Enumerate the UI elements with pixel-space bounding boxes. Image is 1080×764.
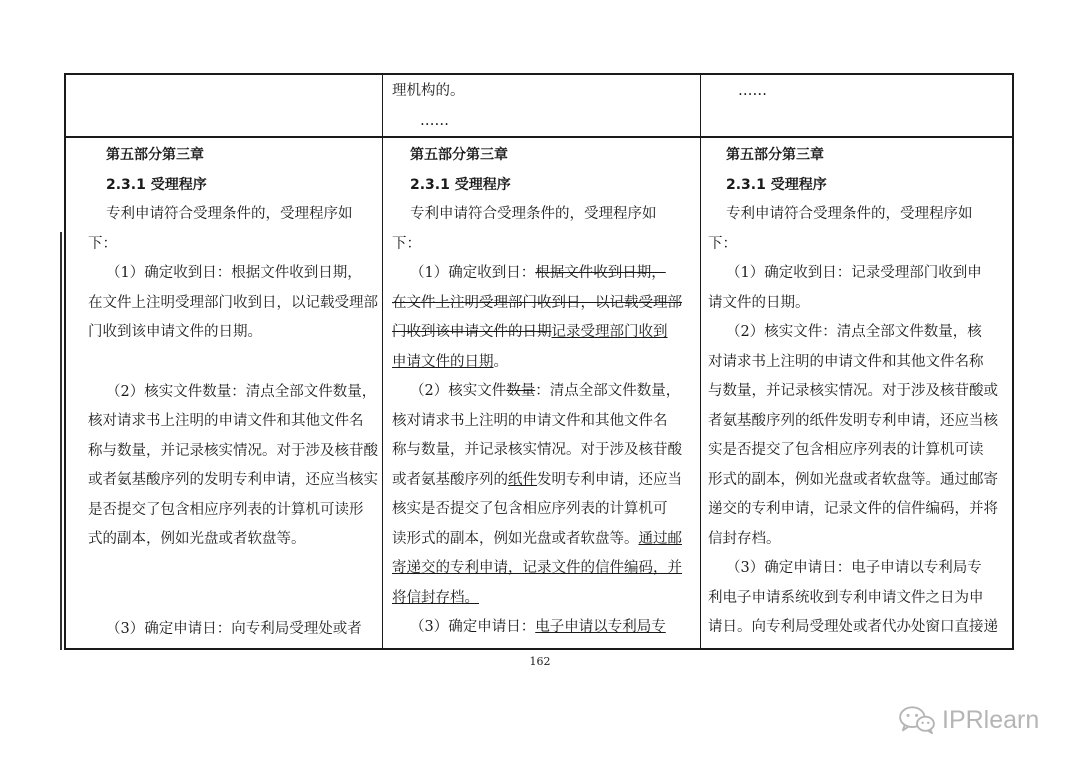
text-line: 信封存档。 <box>708 530 781 547</box>
deleted-text: 根据文件收到日期， <box>535 265 666 281</box>
inserted-text: 将信封存档。 <box>392 589 479 606</box>
text-line: 是否提交了包含相应序列表的计算机可读形 <box>88 501 364 518</box>
chapter-heading: 第五部分第三章 <box>410 147 508 163</box>
text-line: 称与数量，并记录核实情况。对于涉及核苷酸 <box>392 442 682 458</box>
ellipsis: …… <box>420 112 449 129</box>
text-line <box>392 584 696 614</box>
text-line: 式的副本，例如光盘或者软盘等。 <box>88 531 306 547</box>
text-line: 请日。向专利局受理处或者代办处窗口直接递 <box>708 619 998 635</box>
column-divider-1 <box>382 75 383 648</box>
top-cell-col3 <box>738 77 767 107</box>
text-line: （1）确定收到日：根据文件收到日期， <box>106 265 362 281</box>
text-line <box>392 318 696 348</box>
text-line: 或者氨基酸序列的发明专利申请，还应当核实 <box>88 472 378 488</box>
text-line <box>392 525 696 555</box>
section-heading: 2.3.1 受理程序 <box>726 176 827 193</box>
text-line: （3）确定申请日：电子申请以专利局专 <box>726 560 982 576</box>
watermark <box>898 704 1039 736</box>
text-line: 核对请求书上注明的申请文件和其他文件名 <box>392 412 668 429</box>
text-line: （2）核实文件数量：清点全部文件数量， <box>106 383 377 400</box>
comparison-table <box>64 73 1014 650</box>
inserted-text: 通过邮 <box>638 530 682 547</box>
text-line: 对请求书上注明的申请文件和其他文件名称 <box>708 353 984 370</box>
revision-margin-bar <box>60 232 62 650</box>
text-run: ：清点全部文件数量， <box>535 383 681 399</box>
section-heading: 2.3.1 受理程序 <box>106 176 207 193</box>
text-line: 递交的专利申请，记录文件的信件编码，并将 <box>708 501 998 517</box>
row-divider <box>66 136 1012 138</box>
column-divider-2 <box>700 75 701 648</box>
column-tracked-changes <box>392 141 696 643</box>
text-line <box>392 466 696 496</box>
inserted-text: 纸件 <box>508 471 537 488</box>
wechat-icon <box>898 705 936 735</box>
deleted-text: 门收到该申请文件的日期 <box>392 324 552 340</box>
text-line: 实是否提交了包含相应序列表的计算机可读 <box>708 442 984 458</box>
text-line: 请文件的日期。 <box>708 294 810 311</box>
text-run: 发明专利申请，还应当 <box>537 471 682 488</box>
page-number: 162 <box>529 655 551 668</box>
column-original <box>88 141 378 644</box>
text-line <box>392 554 696 584</box>
text-line: 利电子申请系统收到专利申请文件之日为申 <box>708 589 984 606</box>
top-cell-col2 <box>392 77 465 136</box>
text-run: 或者氨基酸序列的 <box>392 471 508 488</box>
text-line <box>392 348 696 378</box>
text-line: （2）核实文件：清点全部文件数量，核 <box>726 324 982 340</box>
text-run: 。 <box>493 353 508 370</box>
text-line: 称与数量，并记录核实情况。对于涉及核苷酸 <box>88 442 378 459</box>
chapter-heading: 第五部分第三章 <box>106 147 204 163</box>
text-run: 读形式的副本，例如光盘或者软盘等。 <box>392 530 639 547</box>
text-line: 专利申请符合受理条件的，受理程序如 <box>106 206 353 222</box>
inserted-text: 寄递交的专利申请，记录文件的信件编码，并 <box>392 560 682 576</box>
text-line: 专利申请符合受理条件的，受理程序如 <box>726 206 973 222</box>
ellipsis: …… <box>738 83 767 99</box>
inserted-text: 记录受理部门收到 <box>551 324 668 340</box>
text-line <box>392 259 696 289</box>
text-line <box>392 289 696 319</box>
text-line: 下： <box>88 235 117 252</box>
text-line: 核对请求书上注明的申请文件和其他文件名 <box>88 413 364 429</box>
text-line: 下： <box>392 235 421 252</box>
watermark-text: IPRlearn <box>942 705 1040 734</box>
text-line: 者氨基酸序列的纸件发明专利申请，还应当核 <box>708 412 998 429</box>
chapter-heading: 第五部分第三章 <box>726 147 824 163</box>
text-line: 形式的副本，例如光盘或者软盘等。通过邮寄 <box>708 471 998 488</box>
text-line <box>392 613 696 643</box>
section-heading: 2.3.1 受理程序 <box>410 176 511 193</box>
deleted-text: 数量 <box>506 383 536 399</box>
text-line: （3）确定申请日：向专利局受理处或者 <box>106 620 362 637</box>
text-line: 理机构的。 <box>392 83 465 99</box>
inserted-text: 电子申请以专利局专 <box>535 619 666 635</box>
text-line: 下： <box>708 235 737 252</box>
text-run: （1）确定收到日： <box>410 265 536 281</box>
text-line <box>392 377 696 407</box>
text-line: 在文件上注明受理部门收到日，以记载受理部 <box>88 294 378 311</box>
text-line: （1）确定收到日：记录受理部门收到申 <box>726 265 982 281</box>
column-revised <box>708 141 1010 643</box>
text-run: （2）核实文件 <box>410 383 507 399</box>
text-line: 核实是否提交了包含相应序列表的计算机可 <box>392 501 668 517</box>
text-line: 门收到该申请文件的日期。 <box>88 324 262 340</box>
text-line: 专利申请符合受理条件的，受理程序如 <box>410 206 657 222</box>
text-line: 与数量，并记录核实情况。对于涉及核苷酸或 <box>708 383 998 399</box>
deleted-text: 在文件上注明受理部门收到日，以记载受理部 <box>392 294 682 311</box>
text-run: （3）确定申请日： <box>410 619 536 635</box>
inserted-text: 申请文件的日期 <box>392 353 494 370</box>
